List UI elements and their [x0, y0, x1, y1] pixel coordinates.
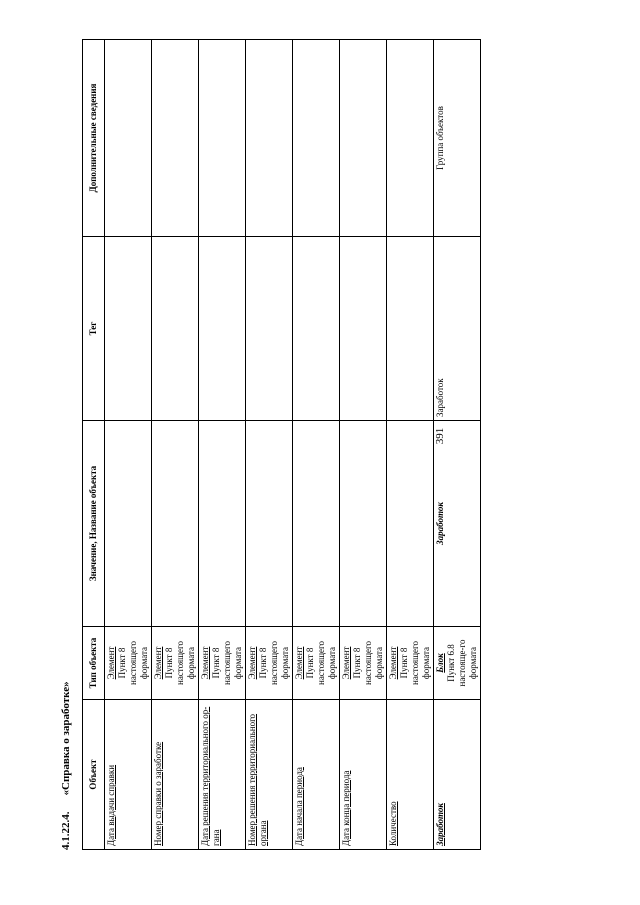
- header-object: Объект: [83, 700, 105, 850]
- object-type-ref: Пункт 8 настоящего формата: [164, 641, 196, 685]
- tag-cell: [340, 237, 387, 421]
- value-cell: [340, 421, 387, 627]
- object-type: Элемент: [388, 646, 398, 680]
- object-name[interactable]: Дата конца периода: [341, 770, 351, 846]
- tag-cell: Заработок: [434, 237, 481, 421]
- table-header-row: [83, 40, 105, 850]
- value-cell: [152, 421, 199, 627]
- object-name[interactable]: Заработок: [435, 803, 445, 846]
- table-row: [105, 40, 152, 850]
- table-row: [199, 40, 246, 850]
- object-type: Элемент: [106, 646, 116, 680]
- value-cell: [199, 421, 246, 627]
- object-name[interactable]: Дата решения территориального ор-гана: [200, 706, 221, 846]
- section-title: «Справка о заработке»: [60, 681, 72, 796]
- table-row: [340, 40, 387, 850]
- header-object-type: Тип объекта: [83, 627, 105, 700]
- object-type: Элемент: [200, 646, 210, 680]
- section-number: 4.1.22.4.: [60, 811, 72, 850]
- tag-cell: [199, 237, 246, 421]
- object-type-ref: Пункт 8 настоящего формата: [117, 641, 149, 685]
- value-cell: Заработок: [435, 502, 445, 545]
- header-tag: Тег: [83, 237, 105, 421]
- info-cell: [152, 40, 199, 237]
- table-row: [152, 40, 199, 850]
- section-heading: [55, 681, 77, 850]
- object-type-ref: Пункт 8 настоящего формата: [399, 641, 431, 685]
- object-name[interactable]: Номер справки о заработке: [153, 741, 163, 846]
- info-cell: [105, 40, 152, 237]
- value-cell: [387, 421, 434, 627]
- object-type-ref: Пункт 8 настоящего формата: [258, 641, 290, 685]
- tag-cell: [105, 237, 152, 421]
- info-cell: Группа объектов: [434, 40, 481, 237]
- info-cell: [340, 40, 387, 237]
- tag-cell: [293, 237, 340, 421]
- object-type: Элемент: [153, 646, 163, 680]
- table-row: [434, 40, 481, 850]
- object-type: Элемент: [341, 646, 351, 680]
- object-type-ref: Пункт 8 настоящего формата: [211, 641, 243, 685]
- object-name[interactable]: Количество: [388, 801, 398, 846]
- table-row: [387, 40, 434, 850]
- object-type-ref: Пункт 8 настоящего формата: [352, 641, 384, 685]
- info-cell: [387, 40, 434, 237]
- object-type-ref: Пункт 8 настоящего формата: [305, 641, 337, 685]
- value-cell: [293, 421, 340, 627]
- object-table: [82, 39, 481, 850]
- info-cell: [199, 40, 246, 237]
- object-type: Блок: [435, 653, 445, 673]
- object-type-ref: Пункт 6.8 настояще-го формата: [446, 639, 478, 687]
- page-number: 391: [434, 427, 446, 445]
- table-row: [293, 40, 340, 850]
- value-cell: [105, 421, 152, 627]
- object-type: Элемент: [294, 646, 304, 680]
- table-row: [246, 40, 293, 850]
- value-cell: [246, 421, 293, 627]
- info-cell: [246, 40, 293, 237]
- header-value-name: Значение, Название объекта: [83, 421, 105, 627]
- object-name[interactable]: Дата начала периода: [294, 767, 304, 846]
- object-type: Элемент: [247, 646, 257, 680]
- info-cell: [293, 40, 340, 237]
- object-name[interactable]: Дата выдачи справки: [106, 764, 116, 846]
- tag-cell: [152, 237, 199, 421]
- tag-cell: [246, 237, 293, 421]
- object-name[interactable]: Номер решения территориального органа: [247, 713, 268, 846]
- tag-cell: [387, 237, 434, 421]
- header-additional-info: Дополнительные сведения: [83, 40, 105, 237]
